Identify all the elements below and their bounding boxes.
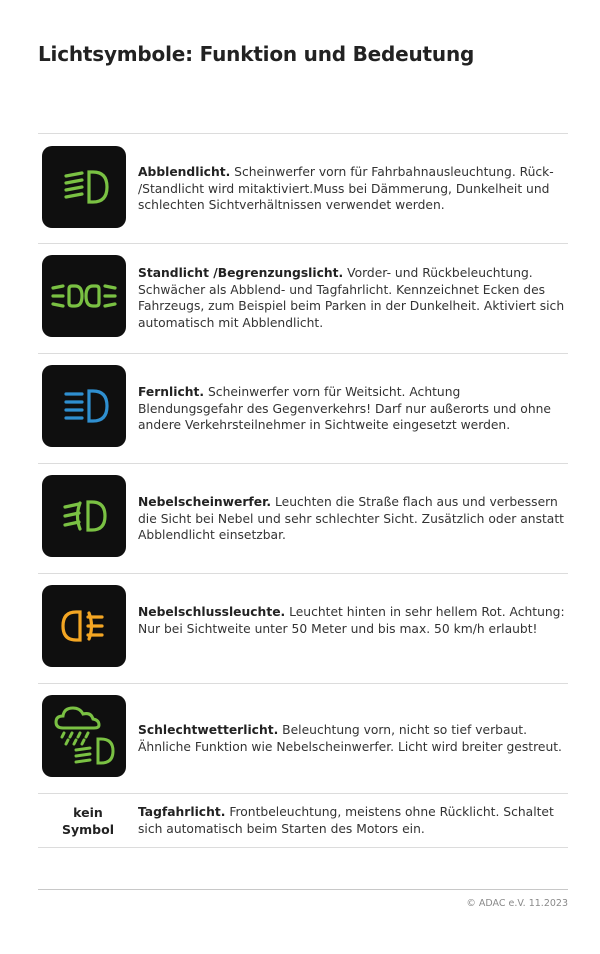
list-item-high-beam xyxy=(38,354,568,463)
list-item-daytime-running-light xyxy=(38,794,568,847)
item-description: Standlicht /Begrenzungslicht. Vorder- und Rückbeleuchtung. Schwächer als Abblend- und Tagfahrlicht. Kennzeichnet Ecken des Fahrzeugs, zum Beispiel beim Parken in der Dunkelheit. Aktiviert sich automatisch mit Abblendlicht. xyxy=(138,266,565,330)
item-description: Nebelscheinwerfer. Leuchten die Straße flach aus und verbessern die Sicht bei Nebel und sehr schlechter Sicht. Zusätzlich oder anstatt Abblendlicht einsetzbar. xyxy=(138,495,564,543)
item-name: Nebelscheinwerfer. xyxy=(138,495,272,509)
bad-weather-light-icon xyxy=(42,695,126,777)
item-description: Schlechtwetterlicht. Beleuchtung vorn, nicht so tief verbaut. Ähnliche Funktion wie Nebelscheinwerfer. Licht wird breiter gestreut. xyxy=(138,723,562,754)
list-item-parking-light xyxy=(38,244,568,353)
high-beam-icon xyxy=(42,365,126,447)
item-name: Abblendlicht. xyxy=(138,165,231,179)
item-name: Fernlicht. xyxy=(138,385,205,399)
parking-light-icon xyxy=(42,255,126,337)
list-item-front-fog-light xyxy=(38,464,568,573)
copyright: © ADAC e.V. 11.2023 xyxy=(466,898,568,909)
front-fog-light-icon xyxy=(42,475,126,557)
footer-divider xyxy=(38,889,568,890)
item-name: Standlicht /Begrenzungslicht. xyxy=(138,266,344,280)
item-name: Nebelschlussleuchte. xyxy=(138,605,286,619)
item-description: Nebelschlussleuchte. Leuchtet hinten in sehr hellem Rot. Achtung: Nur bei Sichtweite unter 50 Meter und bis max. 50 km/h erlaubt! xyxy=(138,605,565,636)
item-name: Schlechtwetterlicht. xyxy=(138,723,279,737)
no-symbol-label: kein Symbol xyxy=(62,805,114,837)
list-item-rear-fog-light xyxy=(38,574,568,683)
item-description: Abblendlicht. Scheinwerfer vorn für Fahrbahnausleuchtung. Rück- /Standlicht wird mitaktiviert.Muss bei Dämmerung, Dunkelheit und schlechten Sichtverhältnissen verwendet werden. xyxy=(138,165,554,213)
list-item-low-beam xyxy=(38,134,568,243)
item-name: Tagfahrlicht. xyxy=(138,805,226,819)
low-beam-icon xyxy=(42,146,126,228)
divider xyxy=(38,847,568,848)
page-title: Lichtsymbole: Funktion und Bedeutung xyxy=(38,42,475,66)
rear-fog-light-icon xyxy=(42,585,126,667)
item-description: Fernlicht. Scheinwerfer vorn für Weitsicht. Achtung Blendungsgefahr des Gegenverkehrs! Darf nur außerorts und ohne andere Verkehrsteilnehmer in Sichtweite eingesetzt werden. xyxy=(138,385,551,433)
item-description: Tagfahrlicht. Frontbeleuchtung, meistens ohne Rücklicht. Schaltet sich automatisch beim Starten des Motors ein. xyxy=(138,805,554,836)
list-item-bad-weather-light xyxy=(38,684,568,793)
